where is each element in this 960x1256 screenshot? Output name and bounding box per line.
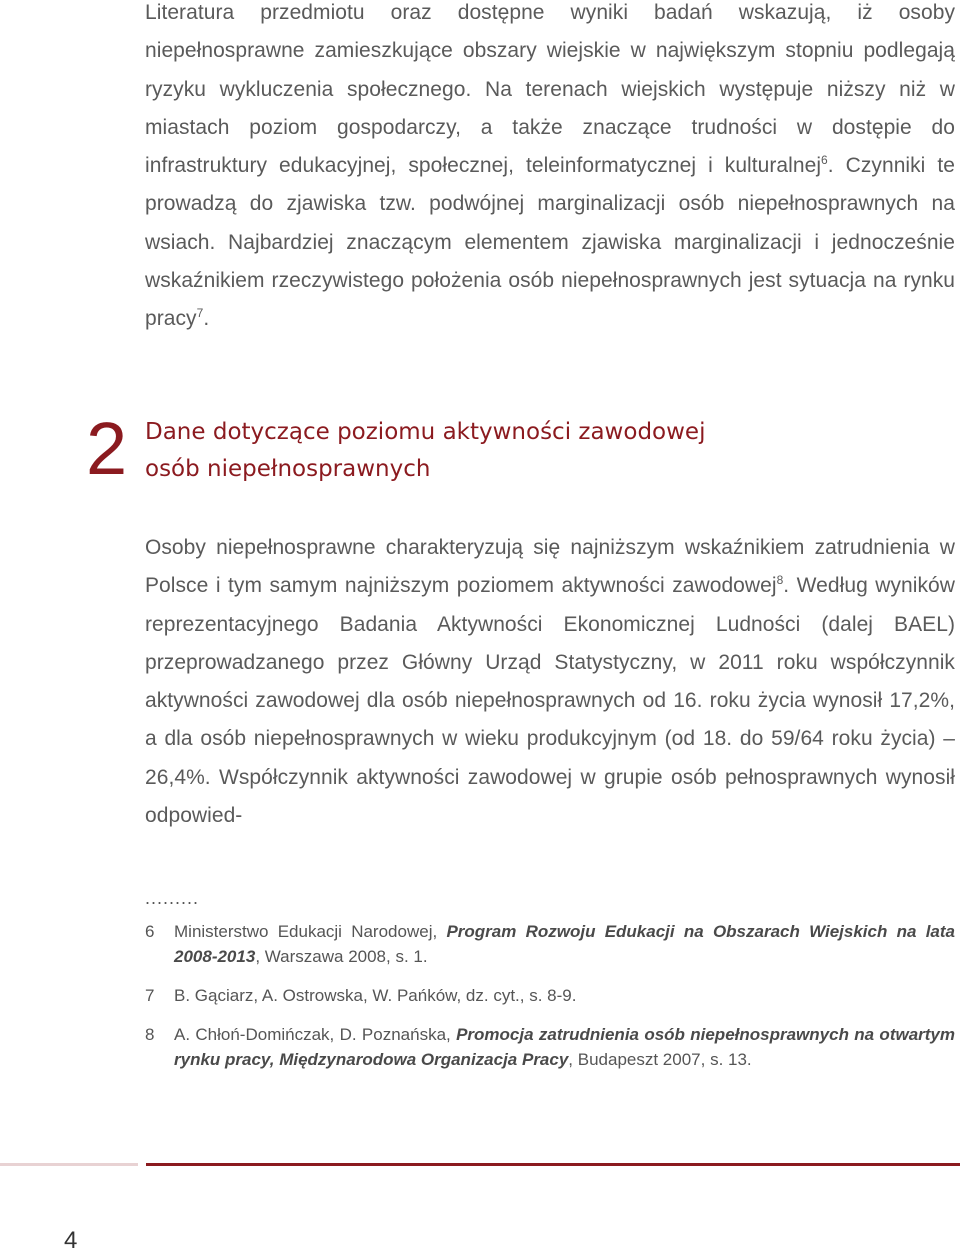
intro-paragraph [145, 0, 955, 339]
section-title [145, 414, 845, 488]
page-number: 4 [64, 1227, 78, 1254]
paragraph-text: . [203, 307, 210, 331]
footer-rule-light [0, 1163, 138, 1166]
section-number: 2 [86, 407, 128, 490]
body-paragraph [145, 529, 955, 835]
footnote-separator: ......... [145, 888, 200, 908]
footnote-publication: , Budapeszt 2007, s. 13. [568, 1050, 752, 1069]
footnote-text [174, 1022, 955, 1072]
footnote-ref[interactable]: 7 [196, 306, 204, 321]
section-title-line: Dane dotyczące poziomu aktywności zawodowej [145, 419, 706, 445]
footnote-author: A. Chłoń-Domińczak, D. Poznańska, [174, 1025, 457, 1044]
footnote-number: 8 [145, 1025, 155, 1044]
footnote-author: B. Gąciarz, A. Ostrowska, W. Pańków, dz. cyt., s. 8-9. [174, 986, 577, 1005]
footnote-text [174, 919, 955, 969]
footnote-number: 7 [145, 986, 155, 1005]
paragraph-text: . Czynniki te prowadzą do zjawiska tzw. podwójnej marginalizacji osób niepełnosprawnych na wsiach. Najbardziej znaczącym elementem zjawiska marginalizacji i jednocześnie wskaźnikiem rzeczywistego położenia osób niepełnosprawnych jest sytuacja na rynku pracy [145, 154, 955, 331]
footer-rule-accent [146, 1163, 960, 1166]
footnote-7 [145, 983, 955, 1008]
footnote-ref[interactable]: 6 [821, 153, 828, 168]
paragraph-text: . Według wyników reprezentacyjnego Badania Aktywności Ekonomicznej Ludności (dalej BAEL) przeprowadzanego przez Główny Urząd Statystyczny, w 2011 roku współczynnik aktywności zawodowej dla osób niepełnosprawnych od 16. roku życia wynosił 17,2%, a dla osób niepełnosprawnych w wieku produkcyjnym (od 18. do 59/64 roku życia) – 26,4%. Współczynnik aktywności zawodowej w grupie osób pełnosprawnych wynosił odpowied- [145, 574, 955, 828]
footnote-publication: , Warszawa 2008, s. 1. [255, 947, 428, 966]
footnote-number: 6 [145, 922, 155, 941]
footnote-author: Ministerstwo Edukacji Narodowej, [174, 922, 447, 941]
footnote-title: Promocja zatrudnienia osób niepełnosprawnych na otwartym rynku pracy, Międzynarodowa Organizacja Pracy [174, 1025, 956, 1069]
footnote-6 [145, 919, 955, 969]
paragraph-text: Osoby niepełnosprawne charakteryzują się najniższym wskaźnikiem zatrudnienia w Polsce i tym samym najniższym poziomem aktywności zawodowej [145, 536, 955, 598]
footnote-title: Program Rozwoju Edukacji na Obszarach Wiejskich na lata 2008-2013 [174, 922, 955, 966]
footnote-8 [145, 1022, 955, 1072]
footnote-text [174, 983, 955, 1008]
section-title-line: osób niepełnosprawnych [145, 456, 431, 482]
footnote-ref[interactable]: 8 [776, 573, 784, 588]
paragraph-text: Literatura przedmiotu oraz dostępne wyniki badań wskazują, iż osoby niepełnosprawne zamieszkujące obszary wiejskie w największym stopniu podlegają ryzyku wykluczenia społecznego. Na terenach wiejskich występuje niższy niż w miastach poziom gospodarczy, a także znaczące trudności w dostępie do infrastruktury edukacyjnej, społecznej, teleinformatycznej i kulturalnej [145, 1, 955, 178]
